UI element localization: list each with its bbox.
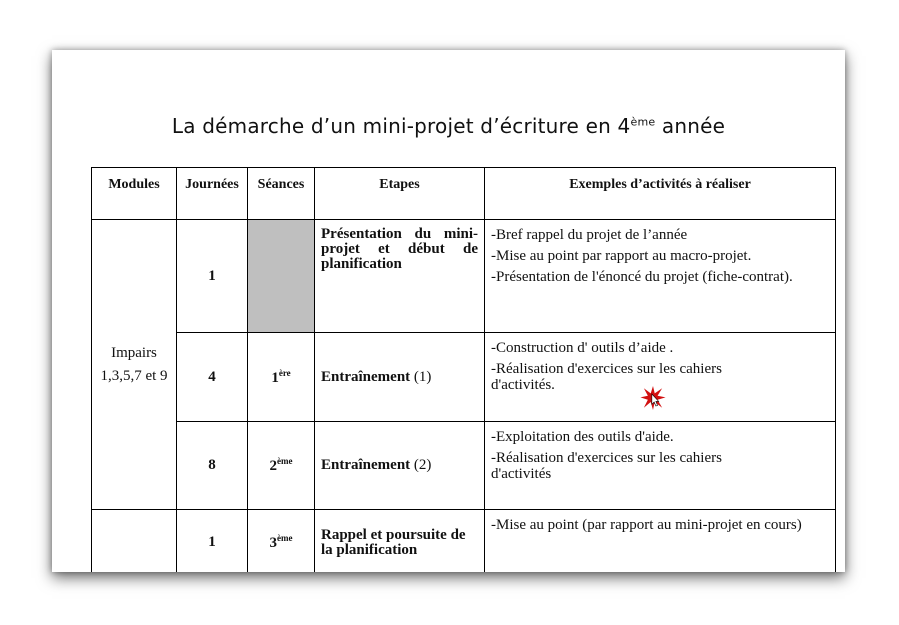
title-text: La démarche d’un mini-projet d’écriture en 4 xyxy=(171,114,631,138)
seance-num: 1 xyxy=(271,369,279,386)
activity: -Construction d' outils d’aide . xyxy=(491,340,674,356)
journee-cell: 4 xyxy=(177,333,248,422)
activity: -Exploitation des outils d'aide. xyxy=(491,429,674,445)
module-cell-empty xyxy=(92,510,177,573)
table-row xyxy=(92,220,836,333)
seance-sup: ème xyxy=(277,456,293,466)
title-end: année xyxy=(655,114,726,138)
header-exemples: Exemples d’activités à réaliser xyxy=(485,168,836,220)
journee-cell: 8 xyxy=(177,422,248,510)
header-modules: Modules xyxy=(92,168,177,220)
activity: -Présentation de l'énoncé du projet (fiche-contrat). xyxy=(491,269,793,285)
header-seances: Séances xyxy=(248,168,315,220)
activity: -Bref rappel du projet de l’année xyxy=(491,227,688,243)
seance-sup: ère xyxy=(278,367,291,378)
etape-cell xyxy=(315,220,485,333)
activities-cell xyxy=(485,422,836,510)
activity: -Mise au point par rapport au macro-projet. xyxy=(491,248,752,264)
etape-text: Entraînement xyxy=(321,457,411,473)
activities-cell xyxy=(485,510,836,573)
etape-text: Présentation du mini-projet et début de planification xyxy=(321,226,478,272)
journee-cell: 1 xyxy=(177,510,248,573)
journee-cell: 1 xyxy=(177,220,248,333)
etape-cell xyxy=(315,422,485,510)
table-row xyxy=(92,333,836,422)
document-page xyxy=(52,50,845,572)
activity: -Réalisation d'exercices sur les cahiers d'activités xyxy=(491,450,722,482)
seance-num: 2 xyxy=(269,458,277,474)
seance-cell-empty xyxy=(248,220,315,333)
etape-num: (1) xyxy=(410,368,432,385)
etape-text: Entraînement xyxy=(321,368,411,385)
module-cell: Impairs 1,3,5,7 et 9 xyxy=(92,220,177,510)
page-title xyxy=(52,114,845,138)
click-highlight-cursor-icon xyxy=(640,386,666,410)
activities-table xyxy=(91,167,836,572)
seance-cell xyxy=(248,510,315,573)
seance-cell xyxy=(248,422,315,510)
seance-num: 3 xyxy=(269,535,277,551)
seance-sup: ème xyxy=(277,533,293,543)
activity: -Réalisation d'exercices sur les cahiers d'activités. xyxy=(491,361,722,393)
activity: -Mise au point (par rapport au mini-projet en cours) xyxy=(491,517,802,533)
table-header-row xyxy=(92,168,836,220)
etape-cell xyxy=(315,333,485,422)
etape-cell: Rappel et poursuite de la planification xyxy=(315,510,485,573)
etape-num: (2) xyxy=(410,457,432,473)
header-etapes: Etapes xyxy=(315,168,485,220)
header-journees: Journées xyxy=(177,168,248,220)
activities-cell xyxy=(485,220,836,333)
table-row xyxy=(92,510,836,573)
seance-cell xyxy=(248,333,315,422)
table-row xyxy=(92,422,836,510)
title-sup: ème xyxy=(630,115,656,129)
